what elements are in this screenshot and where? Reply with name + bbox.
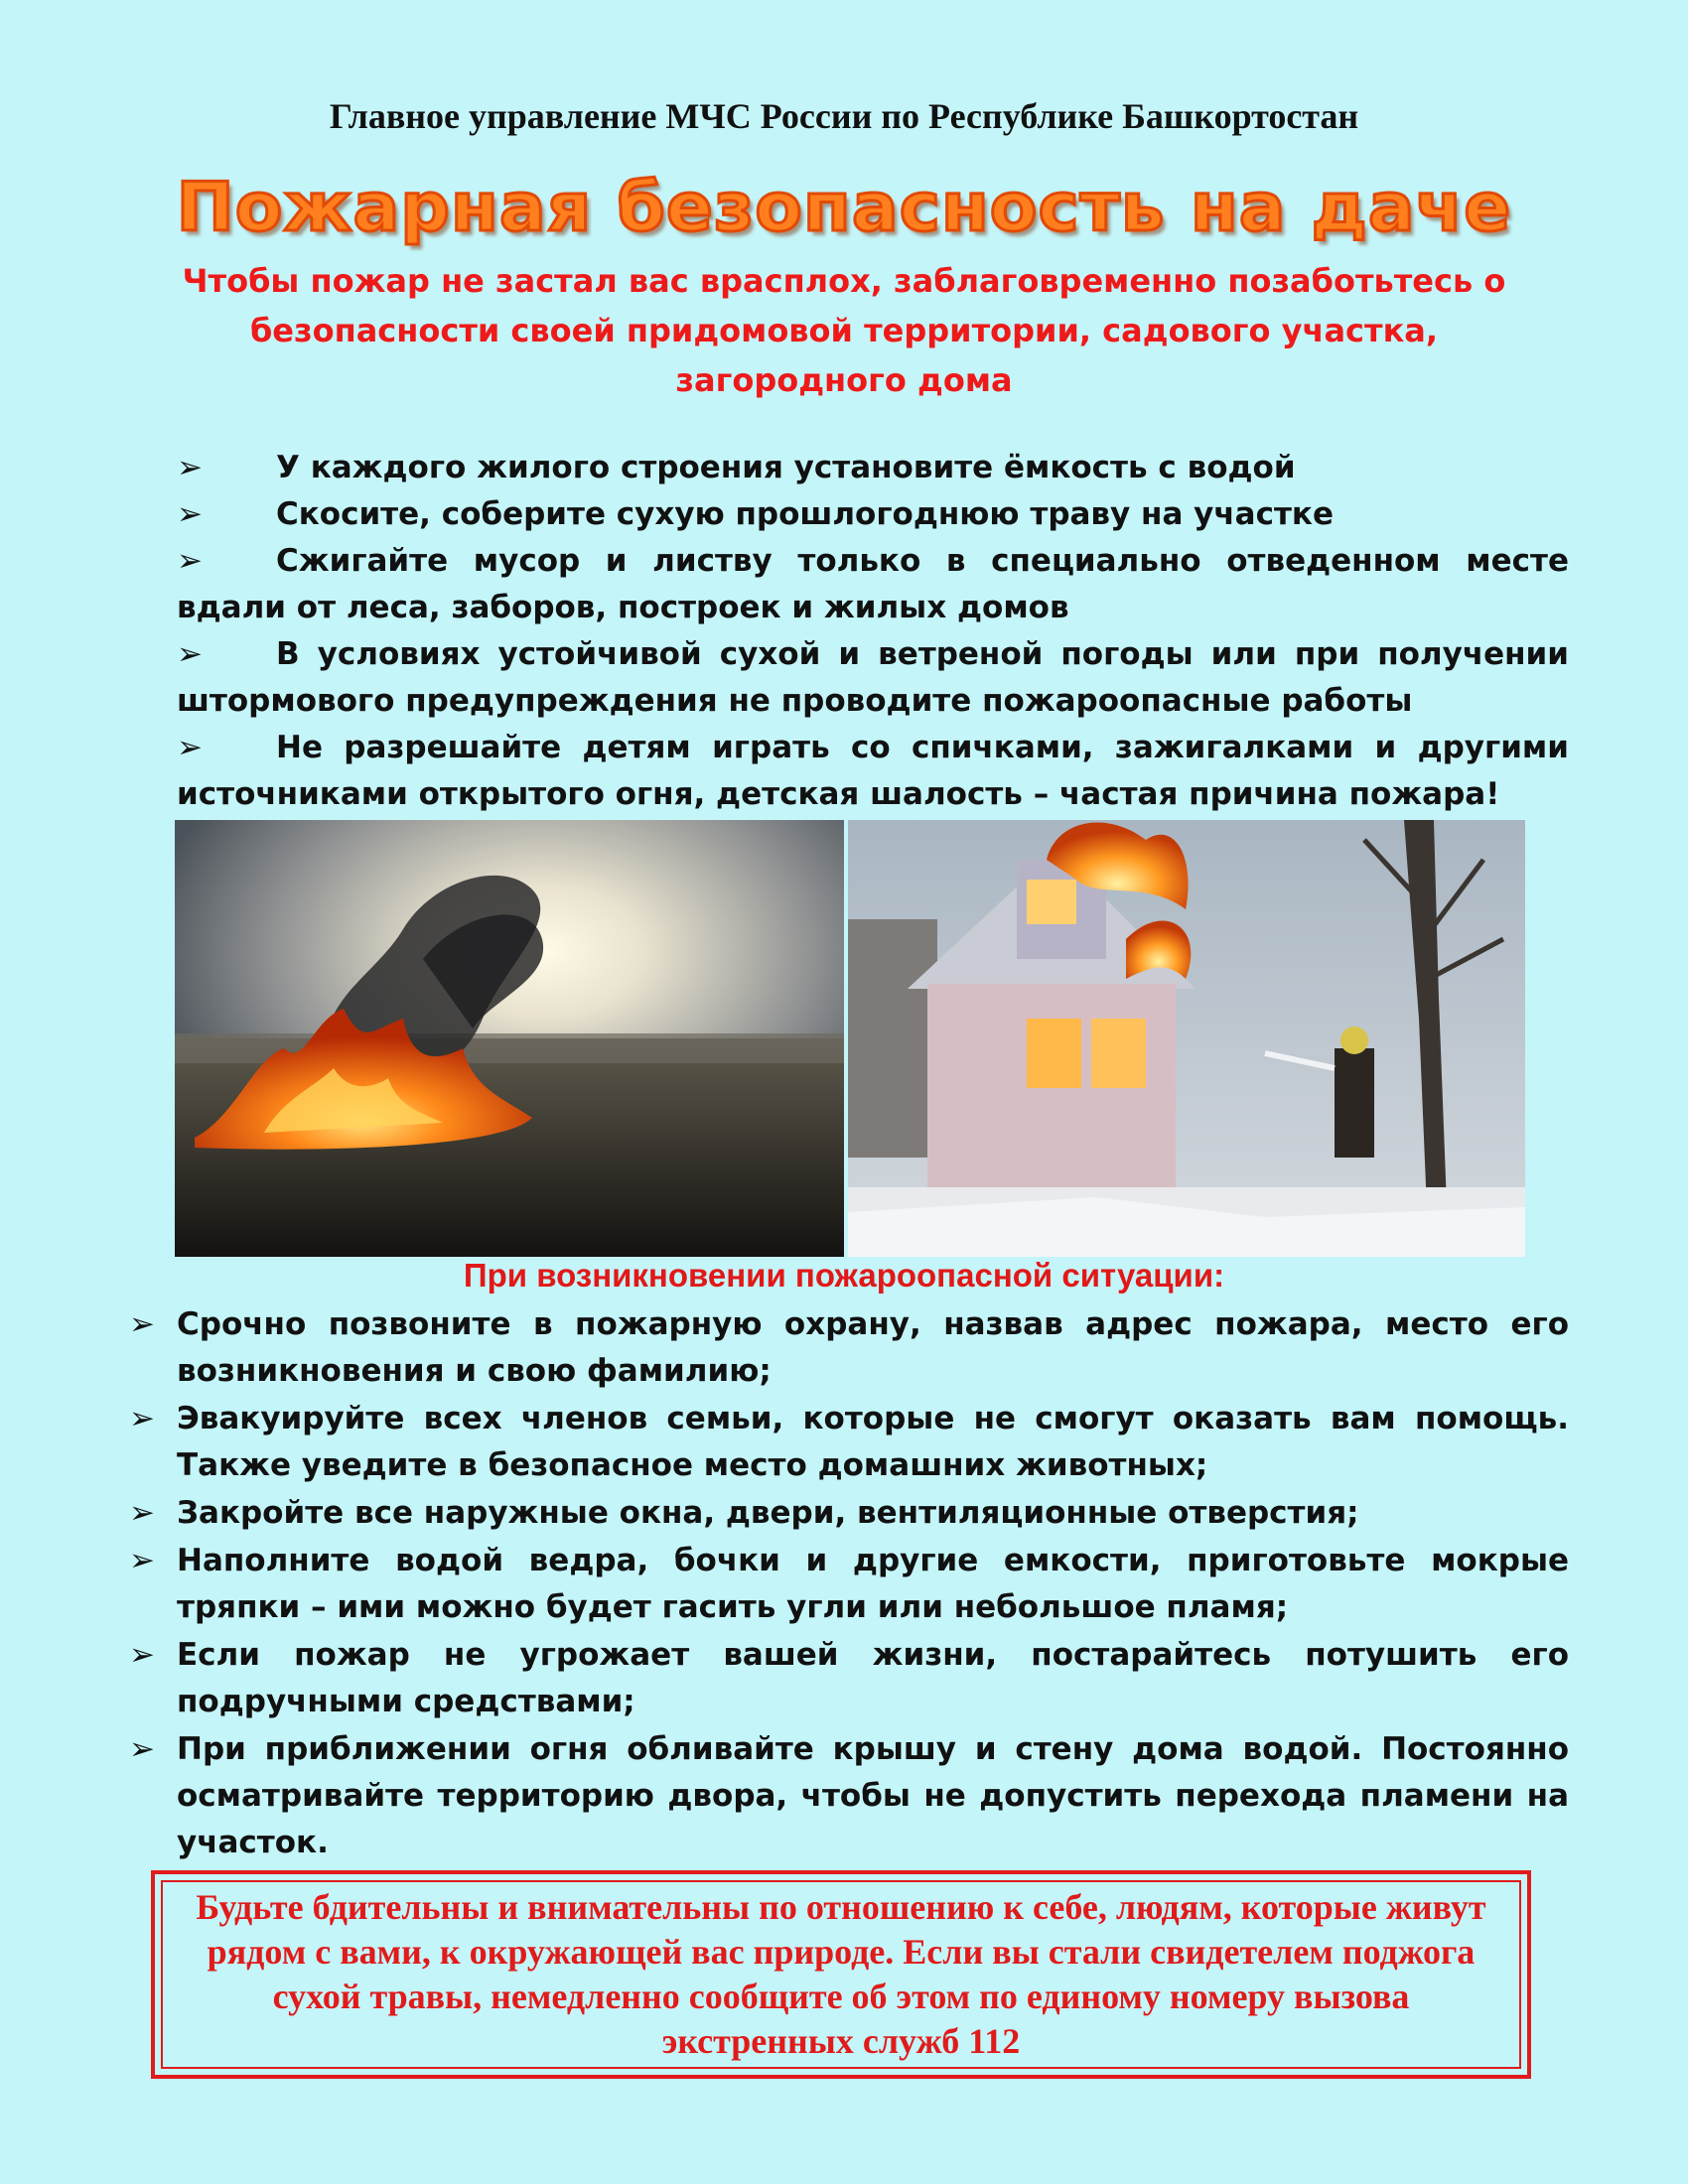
arrow-bullet-icon: ➢	[177, 543, 203, 579]
grass-fire-photo	[175, 820, 844, 1257]
arrow-bullet-icon: ➢	[177, 730, 203, 765]
list-item: ➢ У каждого жилого строения установите ёмкость с водой	[177, 445, 1569, 491]
arrow-bullet-icon: ➢	[129, 1306, 155, 1342]
prevention-list	[177, 445, 1569, 818]
arrow-bullet-icon: ➢	[177, 636, 203, 672]
emergency-list	[129, 1301, 1569, 1867]
arrow-bullet-icon: ➢	[129, 1401, 155, 1436]
arrow-bullet-icon: ➢	[129, 1731, 155, 1767]
page-subtitle: Чтобы пожар не застал вас врасплох, заблаговременно позаботьтесь о безопасности своей придомовой территории, садового участка, загородного дома	[182, 262, 1506, 399]
list-item: ➢ Скосите, соберите сухую прошлогоднюю траву на участке	[177, 491, 1569, 538]
list-item: ➢ Наполните водой ведра, бочки и другие емкости, приготовьте мокрые тряпки – ими можно будет гасить угли или небольшое пламя;	[129, 1538, 1569, 1631]
list-item: ➢ Закройте все наружные окна, двери, вентиляционные отверстия;	[129, 1490, 1569, 1537]
list-item: ➢ Сжигайте мусор и листву только в специально отведенном месте вдали от леса, заборов, построек и жилых домов	[177, 538, 1569, 631]
arrow-bullet-icon: ➢	[129, 1543, 155, 1578]
list-item: ➢ В условиях устойчивой сухой и ветреной погоды или при получении штормового предупреждения не проводите пожароопасные работы	[177, 631, 1569, 725]
warning-text: Будьте бдительны и внимательны по отношению к себе, людям, которые живут рядом с вами, к окружающей вас природе. Если вы стали свидетелем поджога сухой травы, немедленно сообщите об этом по единому номеру вызова экстренных служб 112	[196, 1887, 1486, 2061]
page-title: Пожарная безопасность на даче	[176, 169, 1512, 247]
list-item: ➢ При приближении огня обливайте крышу и стену дома водой. Постоянно осматривайте территорию двора, чтобы не допустить перехода пламени на участок.	[129, 1726, 1569, 1866]
list-item: ➢ Срочно позвоните в пожарную охрану, назвав адрес пожара, место его возникновения и свою фамилию;	[129, 1301, 1569, 1395]
list-item: ➢ Если пожар не угрожает вашей жизни, постарайтесь потушить его подручными средствами;	[129, 1632, 1569, 1725]
arrow-bullet-icon: ➢	[129, 1495, 155, 1531]
arrow-bullet-icon: ➢	[177, 496, 203, 532]
photo-strip	[175, 820, 1525, 1257]
organization-header: Главное управление МЧС России по Республике Башкортостан	[329, 96, 1359, 136]
warning-box	[151, 1870, 1531, 2079]
house-fire-photo	[848, 820, 1525, 1257]
list-item: ➢ Эвакуируйте всех членов семьи, которые не смогут оказать вам помощь. Также уведите в безопасное место домашних животных;	[129, 1396, 1569, 1489]
list-item: ➢ Не разрешайте детям играть со спичками, зажигалками и другими источниками открытого огня, детская шалость – частая причина пожара!	[177, 725, 1569, 818]
arrow-bullet-icon: ➢	[129, 1637, 155, 1673]
emergency-heading: При возникновении пожароопасной ситуации:	[463, 1257, 1225, 1294]
arrow-bullet-icon: ➢	[177, 450, 203, 485]
